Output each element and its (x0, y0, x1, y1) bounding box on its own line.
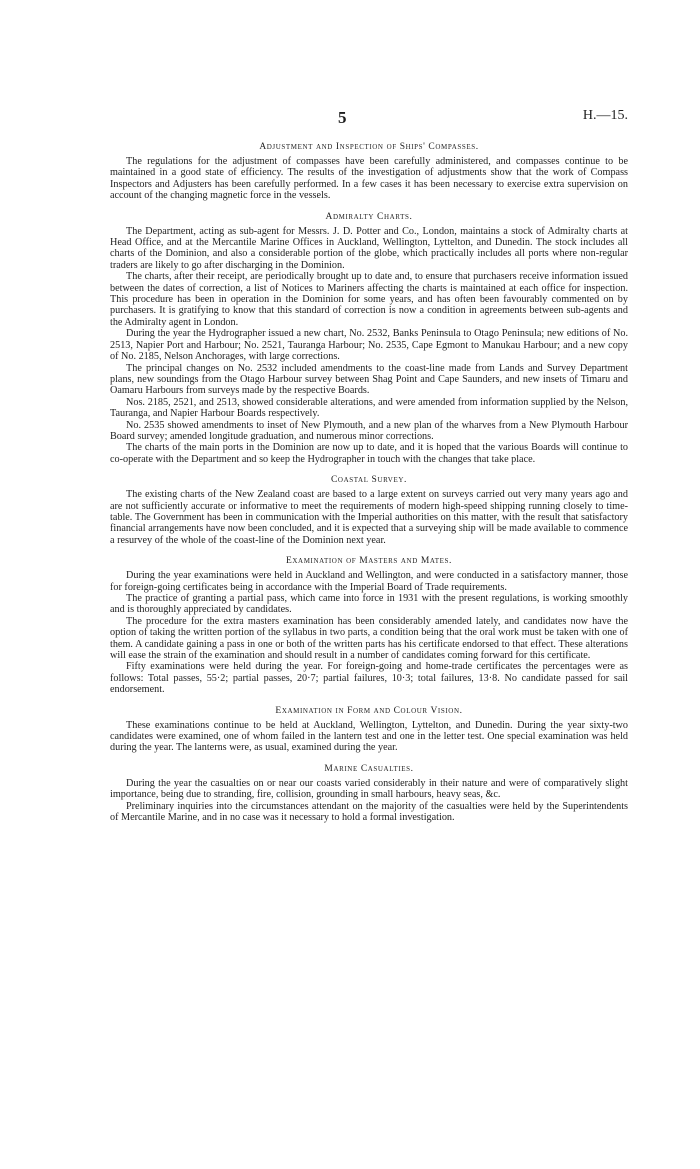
paragraph: The existing charts of the New Zealand coast are based to a large extent on surveys carried out very many years ago and are not sufficiently accurate or informative to meet the requirements of modern high-speed shipping running closely to time-table. The Government has been in communication with the Imperial authorities on this matter, with the result that satisfactory financial arrangements have now been concluded, and it is expected that a surveying ship will be made available to commence a resurvey of the whole of the coast-line of the Dominion next year. (110, 489, 628, 546)
paragraph: The principal changes on No. 2532 included amendments to the coast-line made from Lands and Survey Department plans, new soundings from the Otago Harbour survey between Shag Point and Cape Saunders, and new insets of Timaru and Oamaru Harbours from surveys made by the respective Boards. (110, 362, 628, 397)
paragraph: During the year the Hydrographer issued a new chart, No. 2532, Banks Peninsula to Otago Peninsula; new editions of No. 2513, Napier Port and Harbour; No. 2521, Tauranga Harbour; No. 2535, Cape Egmont to Manukau Harbour; and a new copy of No. 2185, Nelson Anchorages, with large corrections. (110, 328, 628, 363)
paragraph: During the year the casualties on or near our coasts varied considerably in their nature and were of comparatively slight importance, being due to stranding, fire, collision, grounding in small harbours, heavy seas, &c. (110, 777, 628, 801)
section-heading: Admiralty Charts. (325, 211, 413, 222)
section-heading: Adjustment and Inspection of Ships' Compasses. (259, 142, 479, 152)
document-code: H.—15. (582, 108, 628, 123)
section-compasses (110, 141, 628, 202)
paragraph: Fifty examinations were held during the year. For foreign-going and home-trade certificates the percentages were as follows: Total passes, 55·2; partial passes, 20·7; partial failures, 10·3; total failures, 13·8. No candidate passed for sail endorsement. (110, 661, 628, 696)
paragraph: During the year examinations were held in Auckland and Wellington, and were conducted in a satisfactory manner, those for foreign-going certificates being in accordance with the Imperial Board of Trade requirements. (110, 570, 628, 593)
paragraph: The Department, acting as sub-agent for Messrs. J. D. Potter and Co., London, maintains a stock of Admiralty charts at Head Office, and at the Mercantile Marine Offices in Auckland, Wellington, Lyttelton, and Dunedin. The stock includes all charts of the Dominion, and also a considerable portion of the globe, which practically includes all ports where non-regular traders are likely to go after discharging in the Dominion. (110, 225, 628, 271)
paragraph: The charts, after their receipt, are periodically brought up to date and, to ensure that purchasers receive information issued between the dates of correction, a list of Notices to Mariners affecting the charts is maintained at each office for inspection. This procedure has been in operation in the Dominion for some years, and has often been favourably commented on by purchasers. It is gratifying to know that this standard of correction is now a condition in agreements between sub-agents and the Admiralty agent in London. (110, 271, 628, 328)
section-colour-vision (110, 705, 628, 754)
page-body (110, 111, 628, 824)
section-masters-mates (110, 555, 628, 695)
section-heading: Examination in Form and Colour Vision. (275, 705, 463, 716)
section-heading: Examination of Masters and Mates. (286, 556, 452, 567)
paragraph: Preliminary inquiries into the circumstances attendant on the majority of the casualties were held by the Superintendents of Mercantile Marine, and in no case was it necessary to hold a formal investigation. (110, 800, 628, 824)
section-admiralty-charts (110, 211, 628, 466)
paragraph: Nos. 2185, 2521, and 2513, showed considerable alterations, and were amended from information supplied by the Nelson, Tauranga, and Napier Harbour Boards respectively. (110, 396, 628, 420)
page-number: 5 (338, 108, 347, 127)
section-heading: Coastal Survey. (331, 475, 407, 486)
section-coastal-survey (110, 474, 628, 546)
section-heading: Marine Casualties. (324, 763, 414, 774)
paragraph: The charts of the main ports in the Dominion are now up to date, and it is hoped that the various Boards will continue to co-operate with the Department and so keep the Hydrographer in touch with the changes that take place. (110, 442, 628, 465)
paragraph: No. 2535 showed amendments to inset of New Plymouth, and a new plan of the wharves from a New Plymouth Harbour Board survey; amended longitude graduation, and numerous minor corrections. (110, 419, 628, 442)
paragraph: These examinations continue to be held at Auckland, Wellington, Lyttelton, and Dunedin. During the year sixty-two candidates were examined, one of whom failed in the lantern test and one in the letter test. One special examination was held during the year. The lanterns were, as usual, examined during the year. (110, 719, 628, 754)
paragraph: The regulations for the adjustment of compasses have been carefully administered, and compasses continue to be maintained in a good state of efficiency. The results of the investigation of adjustments show that the work of Compass Inspectors and Adjusters has been carefully performed. In a few cases it has been necessary to exercise extra supervision on account of the changing magnetic force in the vessels. (110, 156, 628, 202)
section-marine-casualties (110, 763, 628, 824)
paragraph: The practice of granting a partial pass, which came into force in 1931 with the present regulations, is working smoothly and is thoroughly appreciated by candidates. (110, 593, 628, 616)
paragraph: The procedure for the extra masters examination has been considerably amended lately, and candidates now have the option of taking the written portion of the syllabus in two parts, a condition being that the oral work must be taken with one of them. A candidate gaining a pass in one or both of the written parts has his certificate endorsed to that effect. These alterations will ease the strain of the examination and should result in a number of candidates coming forward for this certificate. (110, 615, 628, 662)
